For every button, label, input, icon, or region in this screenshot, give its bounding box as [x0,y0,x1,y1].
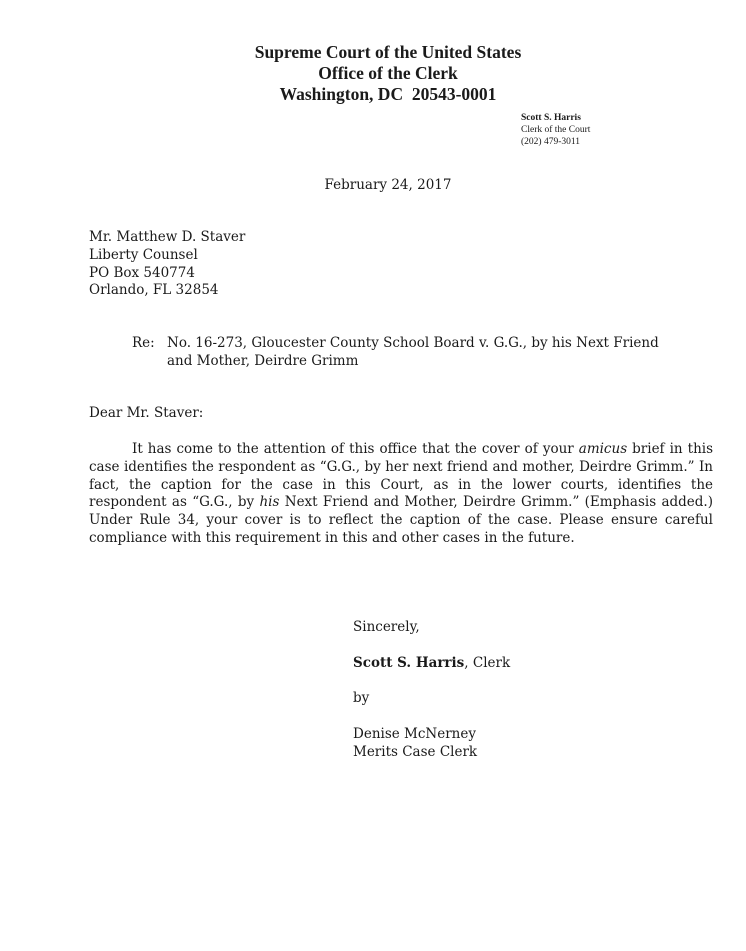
letter-date: February 24, 2017 [324,177,452,193]
re-subject-line1: No. 16-273, Gloucester County School Board v. G.G., by his Next Friend [167,335,659,351]
paragraph-his: his [259,494,280,511]
closing-signer [353,655,510,673]
closing-by: by [353,690,370,707]
signer-title: , Clerk [464,654,511,671]
paragraph-seg3: Next Friend and Mother, Deirdre Grimm.” (Emphasis added.) Under Rule 34, your cover is to reflect the caption of the case. Please ensure careful compliance with this requirement in this and other cases in the future. [89,494,713,546]
agent-title: Merits Case Clerk [353,743,478,760]
clerk-info [521,112,590,148]
closing-sincerely: Sincerely, [353,619,420,635]
re-label: Re: [132,335,155,351]
closing-block [353,619,510,761]
agent-name: Denise McNerney [353,725,476,742]
paragraph-seg1: It has come to the attention of this office that the cover of your [132,441,579,457]
recipient-city: Orlando, FL 32854 [89,282,219,299]
salutation: Dear Mr. Staver: [89,405,204,421]
clerk-name: Scott S. Harris [521,113,581,123]
paragraph-amicus: amicus [578,441,628,457]
recipient-name: Mr. Matthew D. Staver [89,229,246,245]
recipient-box: PO Box 540774 [89,264,195,281]
letter-body-paragraph [89,441,713,548]
clerk-phone: (202) 479-3011 [521,137,581,147]
letterhead-office: Office of the Clerk [318,63,458,83]
letterhead [0,42,746,105]
signer-name: Scott S. Harris [353,654,465,671]
letterhead-court: Supreme Court of the United States [254,42,522,62]
re-subject-line2: and Mother, Deirdre Grimm [167,352,359,369]
recipient-address [89,229,245,300]
paragraph-seg2: brief in this case identifies the respondent as “G.G., by her next friend and mother, Deirdre Grimm.” In fact, the caption for the case in this Court, as in the lower courts, identifies the respondent as “G.G., by [89,441,714,511]
re-subject [167,335,667,371]
letterhead-address: Washington, DC 20543-0001 [279,84,497,104]
recipient-org: Liberty Counsel [89,246,198,263]
clerk-title: Clerk of the Court [521,125,591,135]
